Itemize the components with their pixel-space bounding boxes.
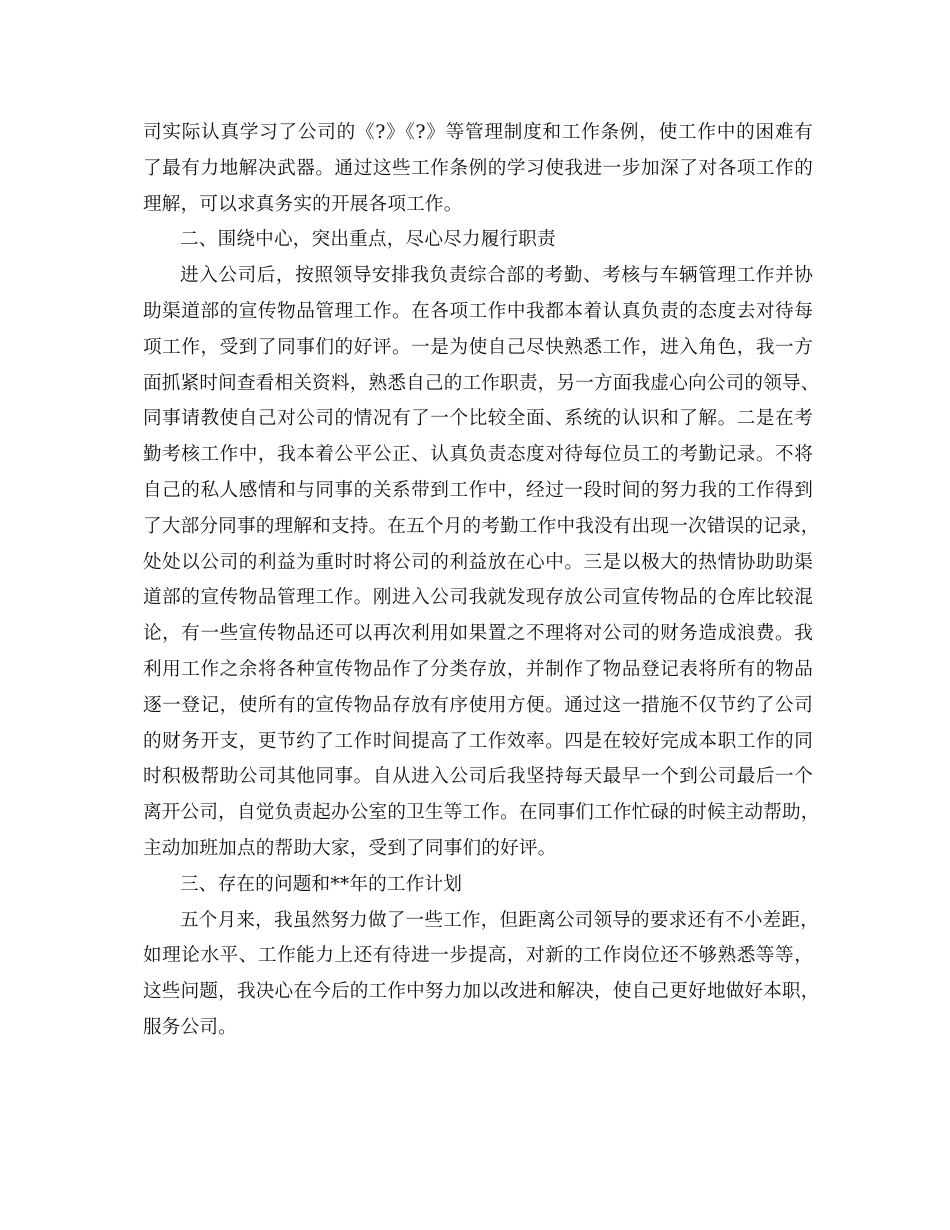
text-line: 进入公司后，按照领导安排我负责综合部的考勤、考核与车辆管理工作并协: [180, 265, 813, 287]
text-line: 的财务开支，更节约了工作时间提高了工作效率。四是在较好完成本职工作的同: [143, 730, 813, 752]
section-heading: 三、存在的问题和**年的工作计划: [180, 873, 463, 895]
text-line: 主动加班加点的帮助大家，受到了同事们的好评。: [143, 837, 557, 859]
text-line: 了最有力地解决武器。通过这些工作条例的学习使我进一步加深了对各项工作的: [143, 157, 813, 179]
text-line: 助渠道部的宣传物品管理工作。在各项工作中我都本着认真负责的态度去对待每: [143, 300, 813, 322]
text-line: 面抓紧时间查看相关资料，熟悉自己的工作职责，另一方面我虚心向公司的领导、: [143, 372, 820, 394]
text-line: 离开公司，自觉负责起办公室的卫生等工作。在同事们工作忙碌的时候主动帮助，: [143, 802, 820, 824]
text-line: 服务公司。: [143, 1016, 237, 1038]
text-line: 论，有一些宣传物品还可以再次利用如果置之不理将对公司的财务造成浪费。我: [143, 623, 813, 645]
text-line: 逐一登记，使所有的宣传物品存放有序使用方便。通过这一措施不仅节约了公司: [143, 694, 813, 716]
text-line: 利用工作之余将各种宣传物品作了分类存放，并制作了物品登记表将所有的物品: [143, 658, 813, 680]
document-body: [143, 115, 820, 1046]
text-line: 同事请教使自己对公司的情况有了一个比较全面、系统的认识和了解。二是在考: [143, 408, 813, 430]
text-line: 项工作，受到了同事们的好评。一是为使自己尽快熟悉工作，进入角色，我一方: [143, 336, 813, 358]
text-line: 理解，可以求真务实的开展各项工作。: [143, 193, 463, 215]
text-line: 自己的私人感情和与同事的关系带到工作中，经过一段时间的努力我的工作得到: [143, 479, 813, 501]
text-line: 勤考核工作中，我本着公平公正、认真负责态度对待每位员工的考勤记录。不将: [143, 444, 813, 466]
text-line: 了大部分同事的理解和支持。在五个月的考勤工作中我没有出现一次错误的记录，: [143, 515, 820, 537]
text-line: 司实际认真学习了公司的《?》《?》等管理制度和工作条例，使工作中的困难有: [143, 122, 813, 143]
text-line: 处处以公司的利益为重时时将公司的利益放在心中。三是以极大的热情协助助渠: [143, 551, 813, 573]
text-line: 时积极帮助公司其他同事。自从进入公司后我坚持每天最早一个到公司最后一个: [143, 766, 813, 788]
text-line: 五个月来，我虽然努力做了一些工作，但距离公司领导的要求还有不小差距，: [180, 909, 819, 931]
text-line: 这些问题，我决心在今后的工作中努力加以改进和解决，使自己更好地做好本职，: [143, 981, 820, 1003]
text-line: 如理论水平、工作能力上还有待进一步提高，对新的工作岗位还不够熟悉等等，: [143, 945, 813, 967]
section-heading: 二、围绕中心，突出重点，尽心尽力履行职责: [180, 229, 556, 251]
text-line: 道部的宣传物品管理工作。刚进入公司我就发现存放公司宣传物品的仓库比较混: [143, 587, 813, 609]
